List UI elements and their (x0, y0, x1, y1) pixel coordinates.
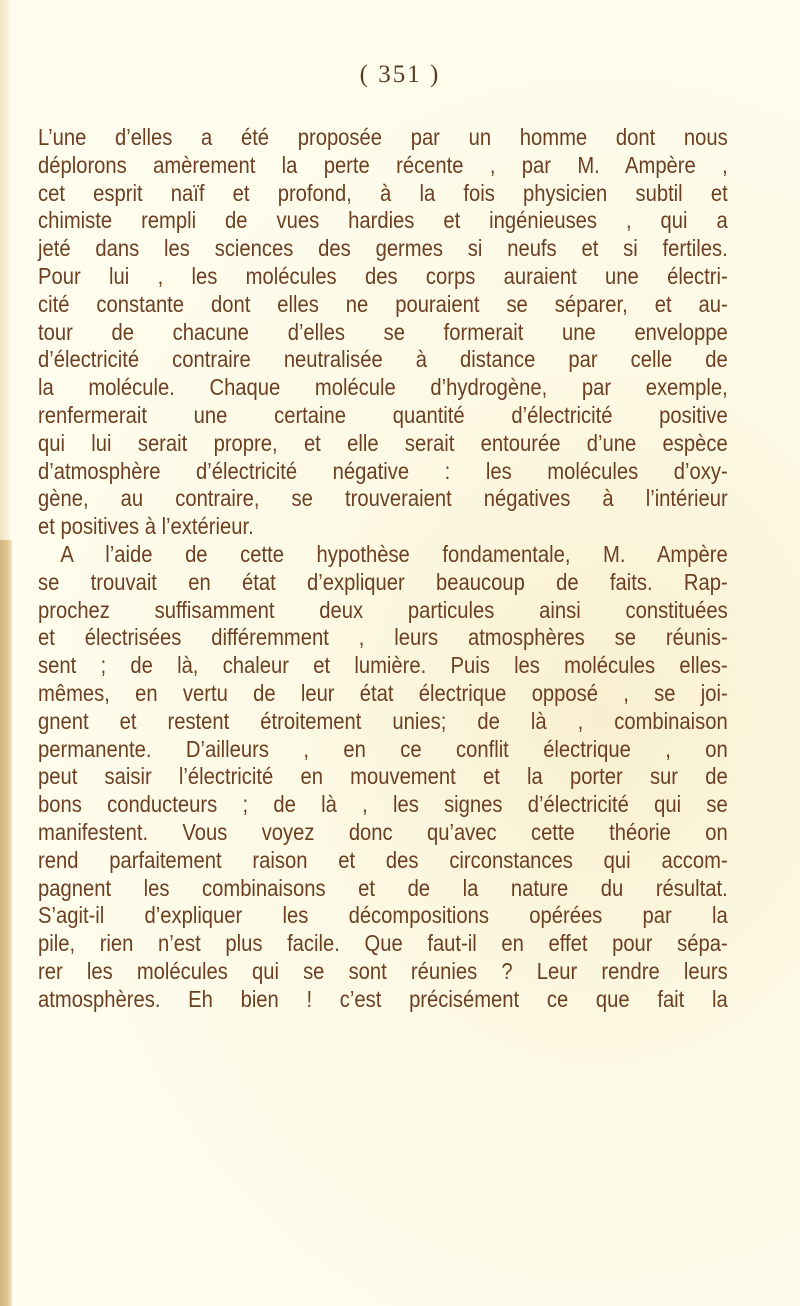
page-gutter-binding (0, 540, 12, 1306)
text-line: d’atmosphère d’électricité négative : les molécules d’oxy- (38, 457, 728, 484)
text-line: qui lui serait propre, et elle serait entourée d’une espèce (38, 429, 728, 456)
text-line: mêmes, en vertu de leur état électrique opposé , se joi- (38, 679, 728, 706)
text-line: atmosphères. Eh bien ! c’est précisément ce que fait la (38, 985, 728, 1012)
text-line: déplorons amèrement la perte récente , par M. Ampère , (38, 151, 728, 178)
text-line: chimiste rempli de vues hardies et ingénieuses , qui a (38, 207, 728, 234)
text-line: permanente. D’ailleurs , en ce conflit électrique , on (38, 735, 728, 762)
page-number: ( 351 ) (359, 61, 441, 88)
text-line: jeté dans les sciences des germes si neufs et si fertiles. (38, 235, 728, 262)
text-line: tour de chacune d’elles se formerait une enveloppe (38, 318, 728, 345)
text-line: d’électricité contraire neutralisée à distance par celle de (38, 346, 728, 373)
text-line: bons conducteurs ; de là , les signes d’électricité qui se (38, 791, 728, 818)
text-line: se trouvait en état d’expliquer beaucoup de faits. Rap- (38, 568, 728, 595)
text-line: Pour lui , les molécules des corps auraient une électri- (38, 262, 728, 289)
body-text (38, 124, 728, 1014)
text-line: rend parfaitement raison et des circonstances qui accom- (38, 846, 728, 873)
text-line: sent ; de là, chaleur et lumière. Puis les molécules elles- (38, 652, 728, 679)
text-line: cité constante dont elles ne pouraient se séparer, et au- (38, 290, 728, 317)
text-line: renfermerait une certaine quantité d’électricité positive (38, 401, 728, 428)
text-line: L’une d’elles a été proposée par un homme dont nous (38, 124, 728, 150)
text-line: manifestent. Vous voyez donc qu’avec cette théorie on (38, 818, 728, 845)
text-line: A l’aide de cette hypothèse fondamentale, M. Ampère (60, 540, 728, 567)
text-line: S’agit-il d’expliquer les décompositions opérées par la (38, 902, 728, 929)
text-line: gène, au contraire, se trouveraient négatives à l’intérieur (38, 485, 728, 512)
text-line: et électrisées différemment , leurs atmosphères se réunis- (38, 624, 728, 651)
text-line: gnent et restent étroitement unies; de là , combinaison (38, 707, 728, 734)
text-line: et positives à l’extérieur. (38, 513, 254, 540)
text-line: peut saisir l’électricité en mouvement et la porter sur de (38, 763, 728, 790)
text-line: pile, rien n’est plus facile. Que faut-il en effet pour sépa- (38, 930, 728, 957)
text-line: prochez suffisamment deux particules ainsi constituées (38, 596, 728, 623)
text-line: rer les molécules qui se sont réunies ? Leur rendre leurs (38, 957, 728, 984)
text-line: cet esprit naïf et profond, à la fois physicien subtil et (38, 179, 728, 206)
text-line: la molécule. Chaque molécule d’hydrogène, par exemple, (38, 374, 728, 401)
text-line: pagnent les combinaisons et de la nature du résultat. (38, 874, 728, 901)
